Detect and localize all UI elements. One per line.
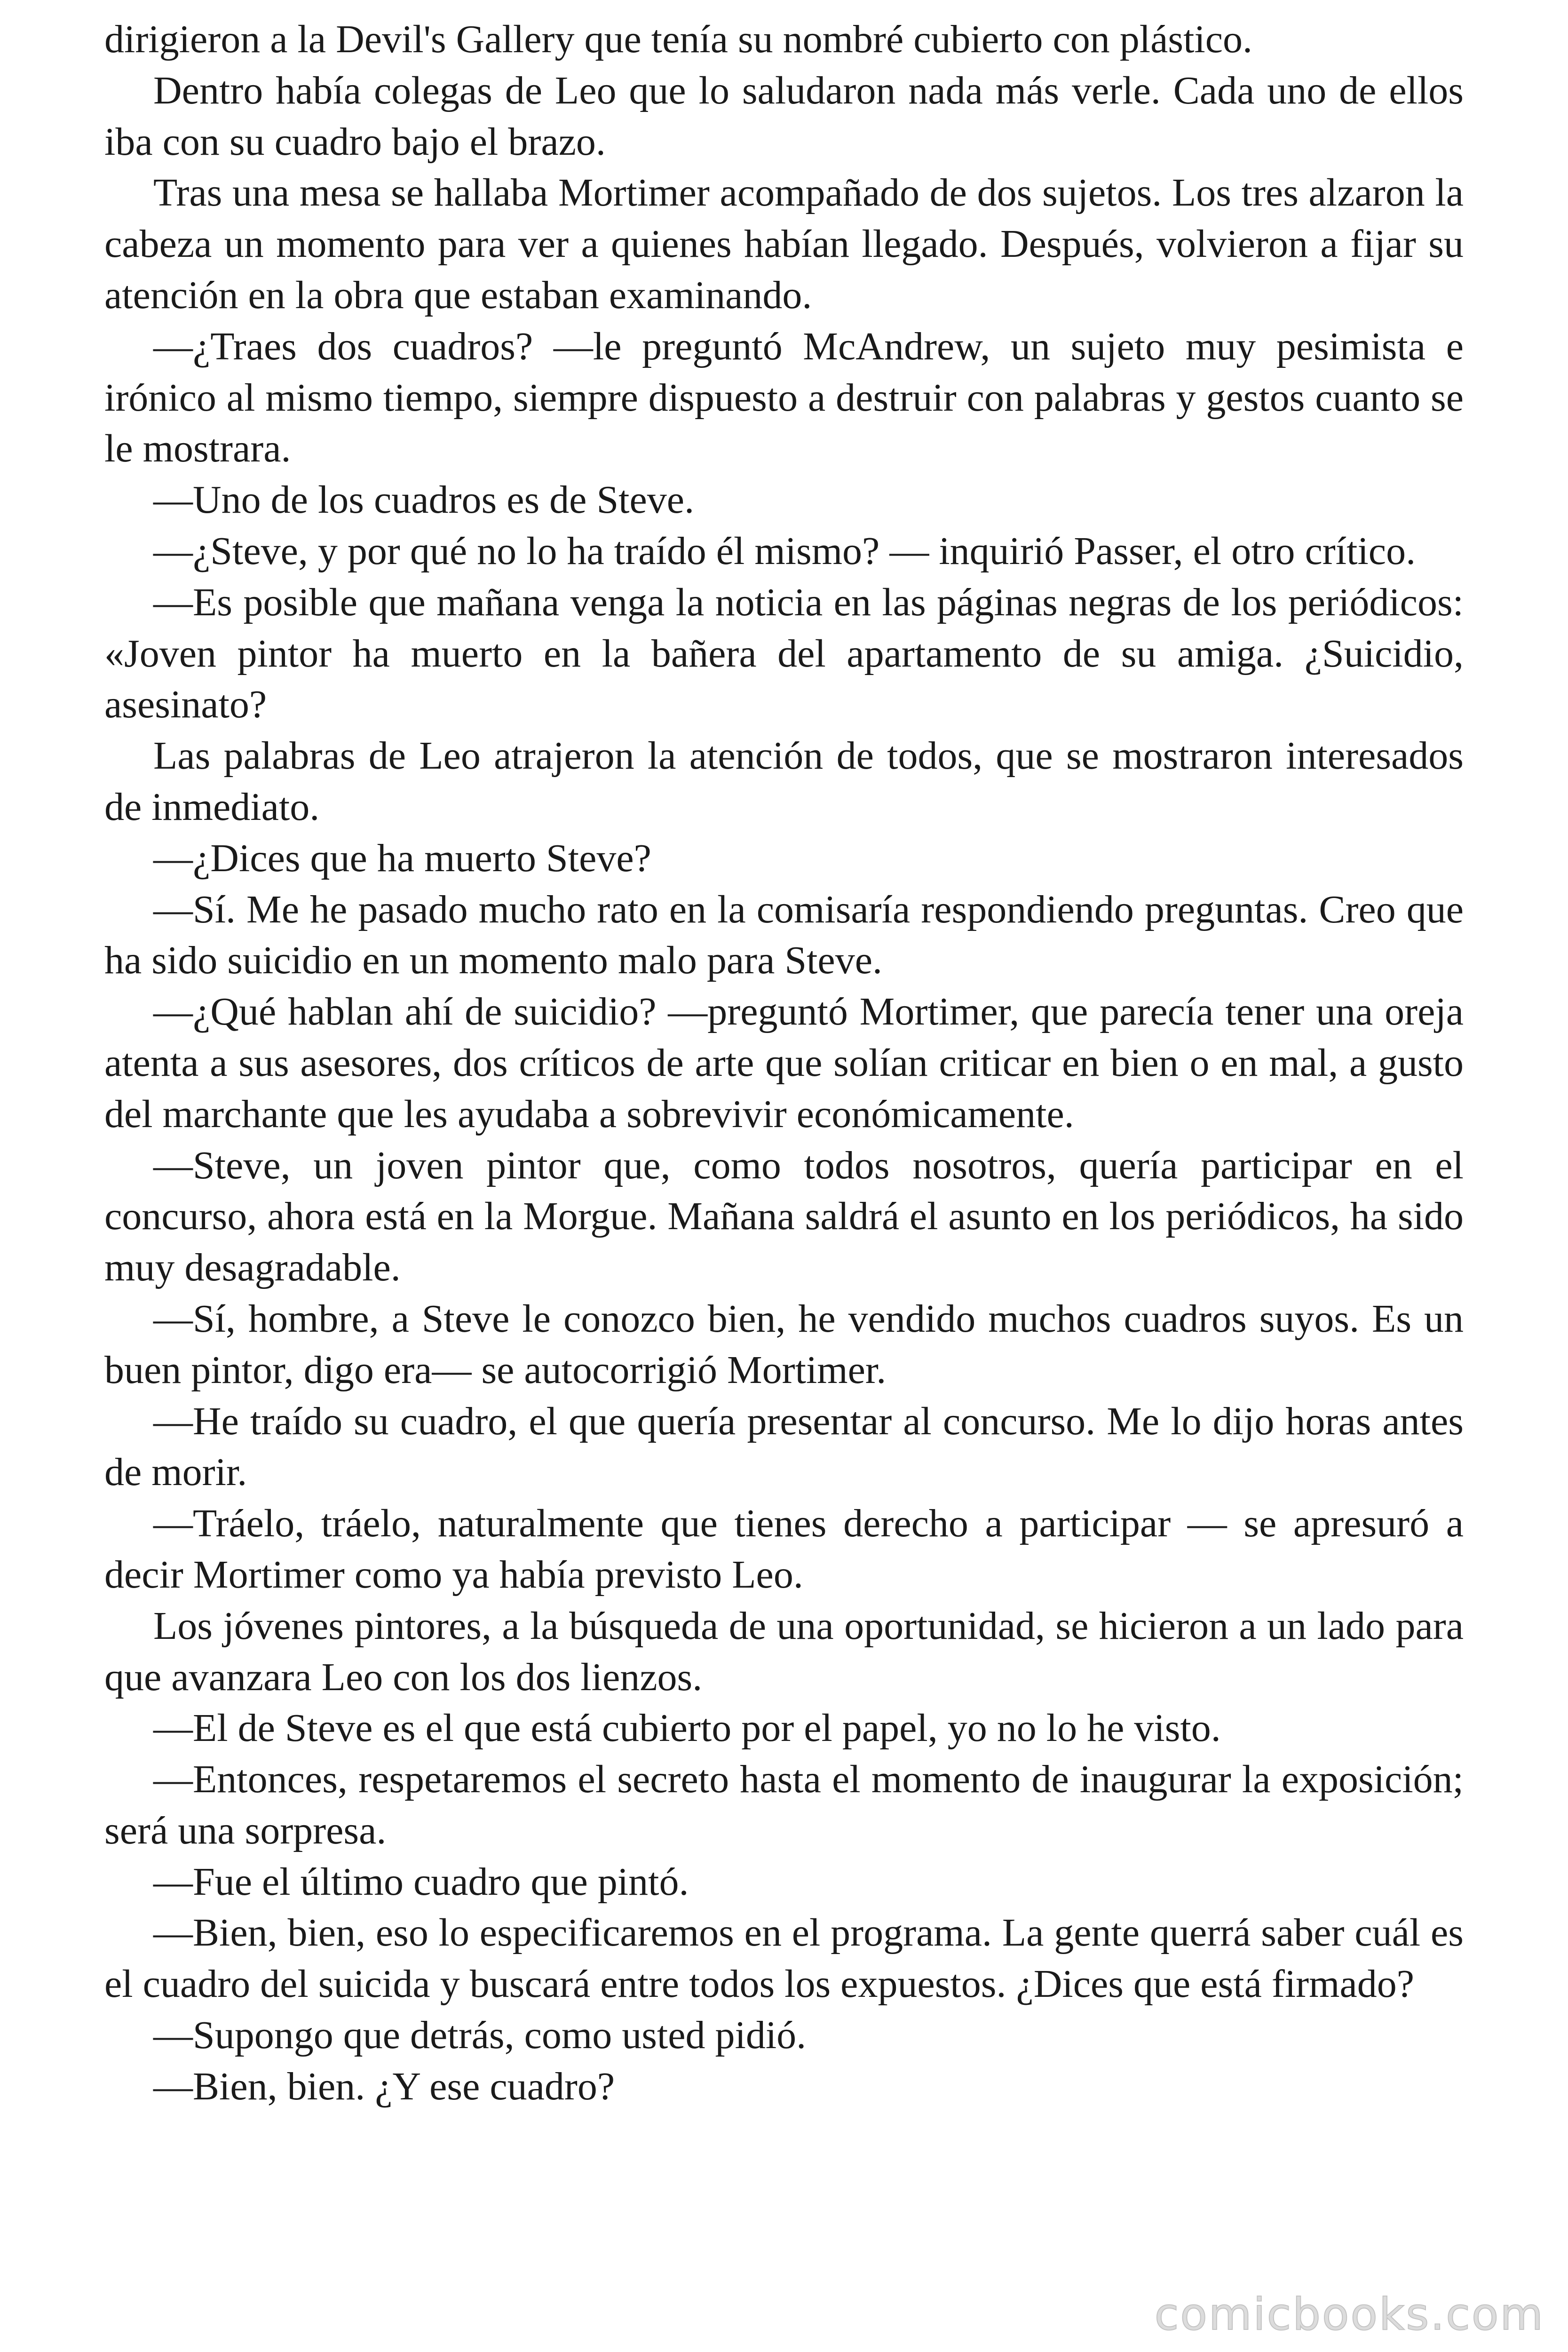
- paragraph: dirigieron a la Devil's Gallery que tenía su nombré cubierto con plástico.: [104, 17, 1253, 61]
- paragraph: —Sí, hombre, a Steve le conozco bien, he vendido muchos cuadros suyos. Es un buen pintor, digo era— se autocorrigió Mortimer.: [104, 1296, 1464, 1392]
- paragraph: —Bien, bien, eso lo especificaremos en el programa. La gente querrá saber cuál es el cuadro del suicida y buscará entre todos los expuestos. ¿Dices que está firmado?: [104, 1911, 1464, 2006]
- paragraph: —Steve, un joven pintor que, como todos nosotros, quería participar en el concurso, ahora está en la Morgue. Mañana saldrá el asunto en los periódicos, ha sido muy desagradable.: [104, 1143, 1464, 1290]
- paragraph: —Sí. Me he pasado mucho rato en la comisaría respondiendo preguntas. Creo que ha sido suicidio en un momento malo para Steve.: [104, 887, 1464, 983]
- paragraph: —¿Steve, y por qué no lo ha traído él mismo? — inquirió Passer, el otro crítico.: [153, 529, 1416, 573]
- paragraph: —Uno de los cuadros es de Steve.: [153, 478, 695, 522]
- paragraph: Dentro había colegas de Leo que lo saludaron nada más verle. Cada uno de ellos iba con su cuadro bajo el brazo.: [104, 68, 1464, 164]
- paragraph: —¿Qué hablan ahí de suicidio? —preguntó Mortimer, que parecía tener una oreja atenta a sus asesores, dos críticos de arte que solían criticar en bien o en mal, a gusto del marchante que les ayudaba a sobrevivir económicamente.: [104, 990, 1464, 1136]
- paragraph: —Es posible que mañana venga la noticia en las páginas negras de los periódicos: «Joven pintor ha muerto en la bañera del apartamento de su amiga. ¿Suicidio, asesinato?: [104, 580, 1464, 727]
- paragraph: —Entonces, respetaremos el secreto hasta el momento de inaugurar la exposición; será una sorpresa.: [104, 1757, 1464, 1852]
- paragraph: Los jóvenes pintores, a la búsqueda de una oportunidad, se hicieron a un lado para que avanzara Leo con los dos lienzos.: [104, 1604, 1464, 1699]
- paragraph: —¿Traes dos cuadros? —le preguntó McAndrew, un sujeto muy pesimista e irónico al mismo tiempo, siempre dispuesto a destruir con palabras y gestos cuanto se le mostrara.: [104, 324, 1464, 471]
- paragraph: —¿Dices que ha muerto Steve?: [153, 836, 651, 880]
- watermark: comicbooks.com: [1154, 2289, 1544, 2340]
- paragraph: —El de Steve es el que está cubierto por el papel, yo no lo he visto.: [153, 1706, 1221, 1750]
- body-text: [104, 14, 1464, 2113]
- paragraph: —Tráelo, tráelo, naturalmente que tienes derecho a participar — se apresuró a decir Mortimer como ya había previsto Leo.: [104, 1502, 1464, 1597]
- paragraph: —Bien, bien. ¿Y ese cuadro?: [153, 2064, 615, 2108]
- paragraph: —He traído su cuadro, el que quería presentar al concurso. Me lo dijo horas antes de morir.: [104, 1399, 1464, 1494]
- paragraph: Tras una mesa se hallaba Mortimer acompañado de dos sujetos. Los tres alzaron la cabeza un momento para ver a quienes habían llegado. Después, volvieron a fijar su atención en la obra que estaban examinando.: [104, 171, 1464, 317]
- paragraph: —Fue el último cuadro que pintó.: [153, 1859, 689, 1904]
- paragraph: Las palabras de Leo atrajeron la atención de todos, que se mostraron interesados de inmediato.: [104, 734, 1464, 829]
- paragraph: —Supongo que detrás, como usted pidió.: [153, 2013, 807, 2058]
